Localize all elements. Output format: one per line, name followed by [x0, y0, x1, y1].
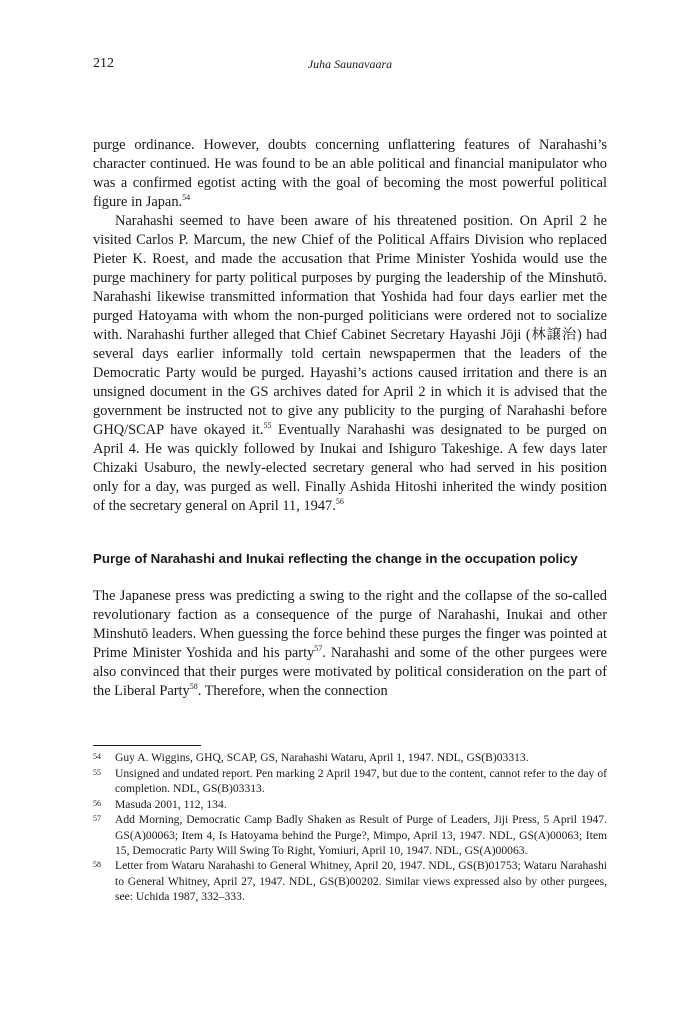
section-heading: Purge of Narahashi and Inukai reflecting the change in the occupation policy — [93, 551, 578, 566]
footnote-text: Letter from Wataru Narahashi to General Whitney, April 20, 1947. NDL, GS(B)01753; Wataru Narahashi to General Whitney, April 27, 1947. NDL, GS(B)00202. Similar views expressed also by other purgees, see: Uchida 1987, 332–333. — [115, 859, 607, 903]
paragraph-1: purge ordinance. However, doubts concerning unflattering features of Narahashi’s character continued. He was found to be an able political and financial manipulator who was a confirmed egotist acting with the goal of becoming the most powerful political figure in Japan.$^{54}$ — [93, 137, 607, 210]
footnotes — [93, 745, 607, 905]
footnote — [93, 858, 607, 904]
footnote — [93, 750, 607, 765]
footnote-ref-56[interactable]: 56 — [335, 497, 344, 506]
footnote-ref-57[interactable]: 57 — [314, 644, 323, 653]
paragraph-2: Narahashi seemed to have been aware of his threatened position. On April 2 he visited Carlos P. Marcum, the new Chief of the Political Affairs Division who replaced Pieter K. Roest, and made the accusation that Prime Minister Yoshida would use the purge machinery for party political purposes by purging the leadership of the Minshutō. Narahashi likewise transmitted information that Yoshida had four days earlier met the purged Hatoyama with whom the non-purged politicians were ordered not to socialize with. Narahashi further alleged that Chief Cabinet Secretary Hayashi Jōji (林譲治) had several days earlier informally told certain newspapermen that the leaders of the Democratic Party would be purged. Hayashi’s actions caused irritation and there is an unsigned document in the GS archives dated for April 2 in which it is advised that the government be instructed not to give any publicity to the purging of Narahashi before GHQ/SCAP have okayed it.$^{55}$ Eventually Narahashi was designated to be purged on April 4. He was quickly followed by Inukai and Ishiguro Takeshige. A few days later Chizaki Usaburo, the newly-elected secretary general who had served in his position only for a day, was purged as well. Finally Ashida Hitoshi inherited the windy position of the secretary general on April 11, 1947.56 — [93, 213, 608, 514]
footnote-ref-55[interactable]: 55 — [263, 421, 272, 430]
page-header — [93, 56, 607, 74]
footnote-number: 54 — [93, 752, 101, 761]
footnote-text: Add Morning, Democratic Camp Badly Shaken as Result of Purge of Leaders, Jiji Press, 5 April 1947. GS(A)00063; Item 4, Is Hatoyama behind the Purge?, Mimpo, April 13, 1947. NDL, GS(A)00063; Item 15, Democratic Party Will Swing To Right, Yomiuri, April 10, 1947. NDL, GS(A)00063. — [115, 813, 607, 857]
footnote-divider — [93, 745, 201, 746]
footnote — [93, 812, 607, 858]
footnote-text: Guy A. Wiggins, GHQ, SCAP, GS, Narahashi Wataru, April 1, 1947. NDL, GS(B)03313. — [115, 751, 529, 764]
footnote-text: Masuda 2001, 112, 134. — [115, 797, 227, 811]
footnote-ref-54[interactable]: 54 — [182, 193, 191, 202]
footnote-ref-58[interactable]: 58 — [189, 682, 198, 691]
footnote-number: 57 — [93, 814, 101, 824]
footnote — [93, 766, 607, 796]
footnote-text: Unsigned and undated report. Pen marking 2 April 1947, but due to the content, cannot refer to the day of completion. NDL, GS(B)03313. — [115, 766, 607, 795]
footnote-number: 56 — [93, 798, 101, 808]
page-number: 212 — [93, 56, 114, 71]
footnote-number: 58 — [93, 860, 101, 870]
footnote-number: 55 — [93, 767, 101, 777]
main-text — [93, 136, 607, 701]
running-head-author: Juha Saunavaara — [307, 57, 393, 71]
footnote — [93, 797, 607, 812]
paragraph-3: The Japanese press was predicting a swing to the right and the collapse of the so-called revolutionary faction as a consequence of the purge of Narahashi, Inukai and other Minshutō leaders. When guessing the force behind these purges the finger was pointed at Prime Minister Yoshida and his party$^{57}$. Narahashi and some of the other purgees were also convinced that their purges were motivated by political consideration on the part of the Liberal Party$^{58}$. Therefore, when the connection — [93, 588, 607, 699]
